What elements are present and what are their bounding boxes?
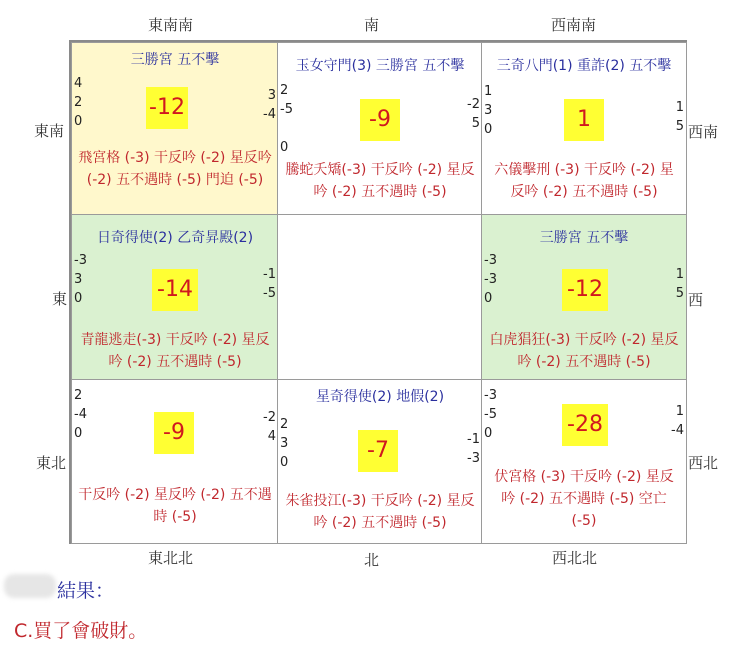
cell-bottom-text: 六儀擊刑 (-3) 干反吟 (-2) 星反吟 (-2) 五不遇時 (-5)	[494, 162, 674, 200]
direction-left-middle: 東	[52, 290, 68, 308]
cell-score: -12	[562, 269, 608, 311]
cell-top-text: 三勝宮 五不擊	[539, 230, 629, 246]
cell-score: -7	[358, 430, 398, 472]
cell-right-numbers: -1 -5	[263, 267, 276, 301]
cell-score: -12	[146, 87, 188, 129]
direction-bottom-left: 東北北	[148, 549, 194, 567]
cell-bottom-text: 白虎猖狂(-3) 干反吟 (-2) 星反吟 (-2) 五不遇時 (-5)	[489, 332, 679, 370]
palace-cell-center	[277, 214, 483, 381]
palace-cell-northwest	[481, 379, 687, 544]
result-text: C.買了會破財。	[14, 620, 148, 642]
cell-left-numbers: 4 2 0	[74, 76, 83, 129]
cell-score: -28	[562, 404, 608, 446]
cell-top-text: 三奇八門(1) 重詐(2) 五不擊	[496, 58, 672, 74]
cell-left-numbers: 2 -5 0	[280, 83, 293, 155]
direction-right-bottom: 西北	[688, 454, 719, 472]
cell-bottom-text: 飛宮格 (-3) 干反吟 (-2) 星反吟 (-2) 五不遇時 (-5) 門迫 (-5)	[78, 150, 272, 188]
cell-bottom-text: 干反吟 (-2) 星反吟 (-2) 五不遇時 (-5)	[78, 487, 272, 525]
redacted-name-blur	[4, 574, 56, 598]
cell-right-numbers: -2 4	[263, 410, 276, 444]
cell-left-numbers: -3 -3 0	[484, 253, 497, 306]
cell-right-numbers: 1 -4	[671, 404, 684, 438]
cell-left-numbers: 1 3 0	[484, 84, 493, 137]
cell-right-numbers: 3 -4	[263, 88, 276, 122]
cell-score: 1	[564, 99, 604, 141]
cell-top-text: 玉女守門(3) 三勝宮 五不擊	[295, 58, 465, 74]
direction-left-top: 東南	[34, 122, 65, 140]
cell-bottom-text: 朱雀投江(-3) 干反吟 (-2) 星反吟 (-2) 五不遇時 (-5)	[285, 493, 475, 531]
result-label: 結果：	[57, 580, 115, 602]
cell-left-numbers: 2 -4 0	[74, 388, 87, 441]
nine-palace-grid	[69, 40, 687, 544]
cell-right-numbers: 1 5	[675, 267, 684, 301]
cell-left-numbers: 2 3 0	[280, 417, 289, 470]
palace-cell-southeast	[71, 42, 279, 216]
palace-cell-southwest	[481, 42, 687, 216]
cell-top-text: 星奇得使(2) 地假(2)	[315, 389, 445, 405]
cell-score: -9	[154, 412, 194, 454]
cell-bottom-text: 騰蛇夭矯(-3) 干反吟 (-2) 星反吟 (-2) 五不遇時 (-5)	[285, 162, 475, 200]
cell-left-numbers: -3 -5 0	[484, 388, 497, 441]
cell-right-numbers: -2 5	[467, 97, 480, 131]
palace-cell-northeast	[71, 379, 279, 544]
cell-right-numbers: 1 5	[675, 100, 684, 134]
palace-cell-west	[481, 214, 687, 381]
cell-bottom-text: 青龍逃走(-3) 干反吟 (-2) 星反吟 (-2) 五不遇時 (-5)	[80, 332, 270, 370]
direction-top-right: 西南南	[551, 16, 597, 34]
direction-right-top: 西南	[688, 123, 719, 141]
cell-left-numbers: -3 3 0	[74, 253, 87, 306]
direction-bottom-center: 北	[364, 551, 380, 569]
palace-cell-east	[71, 214, 279, 381]
cell-right-numbers: -1 -3	[467, 432, 480, 466]
cell-top-text: 三勝宮 五不擊	[130, 52, 220, 68]
cell-score: -14	[152, 269, 198, 311]
direction-left-bottom: 東北	[36, 454, 67, 472]
cell-bottom-text: 伏宮格 (-3) 干反吟 (-2) 星反吟 (-2) 五不遇時 (-5) 空亡 (-5)	[494, 469, 674, 529]
cell-top-text: 日奇得使(2) 乙奇昇殿(2)	[96, 230, 254, 246]
palace-cell-south	[277, 42, 483, 216]
direction-right-middle: 西	[688, 291, 704, 309]
direction-top-left: 東南南	[148, 16, 194, 34]
palace-cell-north	[277, 379, 483, 544]
direction-bottom-right: 西北北	[552, 549, 598, 567]
direction-top-center: 南	[364, 16, 380, 34]
cell-score: -9	[360, 99, 400, 141]
